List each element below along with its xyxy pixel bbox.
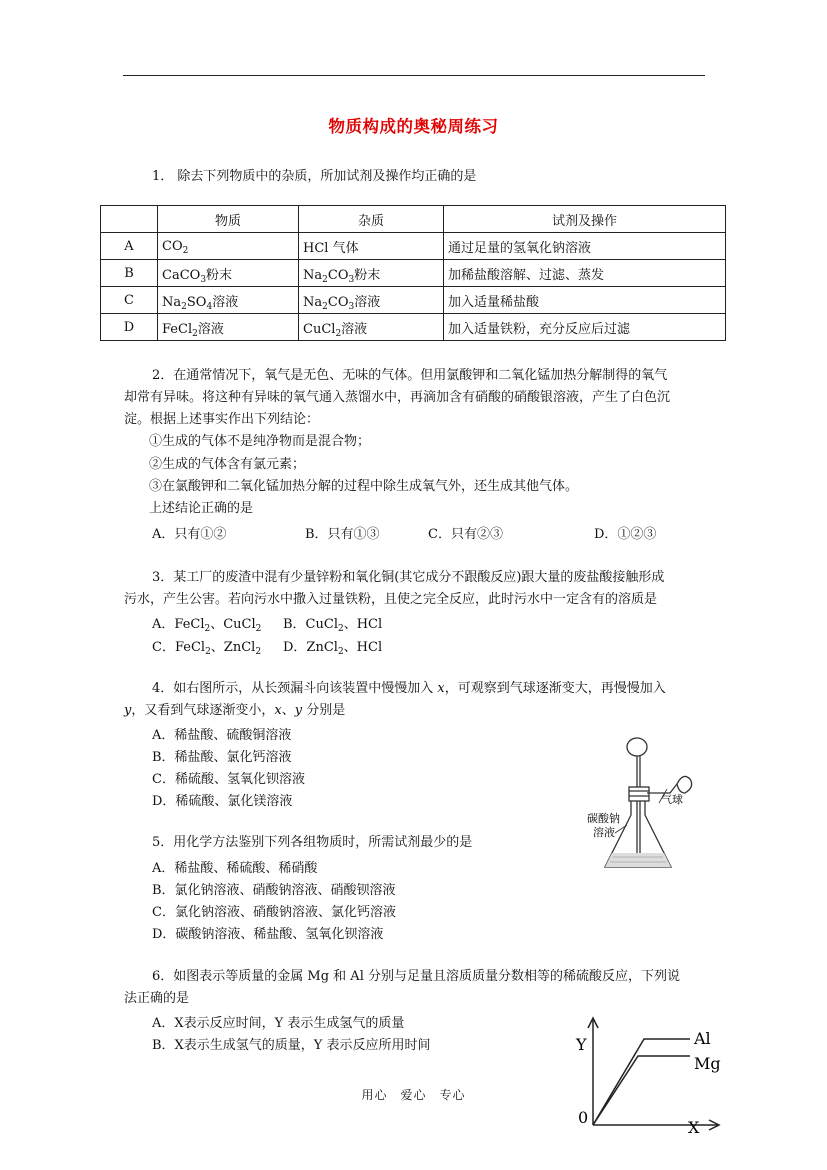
reagent-cell: 加入适量稀盐酸 <box>444 287 726 314</box>
substance-cell: $Na_2SO_4$溶液 <box>158 287 299 314</box>
q6-line: 法正确的是 <box>124 991 190 1006</box>
balloon <box>677 776 692 793</box>
impurity-cell: HCl 气体 <box>299 233 444 260</box>
reagent-cell: 加稀盐酸溶解、过滤、蒸发 <box>444 260 726 287</box>
q5-option-d: D．碳酸钠溶液、稀盐酸、氢氧化钡溶液 <box>152 927 384 942</box>
row-label: A <box>101 233 158 260</box>
q4-line: 4．如右图所示，从长颈漏斗向该装置中慢慢加入 x，可观察到气球逐渐变大，再慢慢加入 <box>152 681 666 696</box>
q4-option-d: D．稀硫酸、氯化镁溶液 <box>152 794 293 809</box>
q5-line: 5．用化学方法鉴别下列各组物质时，所需试剂最少的是 <box>152 835 473 850</box>
q2-option-a: A．只有①② <box>152 527 227 542</box>
table-row <box>101 233 726 260</box>
series-label-al: Al <box>694 1029 711 1048</box>
q2-line: 上述结论正确的是 <box>149 501 254 516</box>
table-row <box>101 314 726 341</box>
table-header-row <box>101 206 726 233</box>
substance-cell: $CO_2$ <box>158 233 299 260</box>
header-cell: 杂质 <box>299 206 444 233</box>
page-footer: 用心 爱心 专心 <box>361 1088 466 1102</box>
impurity-cell: CuCl$_2$溶液 <box>299 314 444 341</box>
solution-label: 碳酸钠 <box>587 812 620 825</box>
page-title: 物质构成的奥秘周练习 <box>328 117 499 136</box>
solution-label: 溶液 <box>593 826 615 839</box>
q2-line: 2．在通常情况下，氧气是无色、无味的气体。但用氯酸钾和二氧化锰加热分解制得的氧气 <box>152 368 668 383</box>
reagent-cell: 通过足量的氢氧化钠溶液 <box>444 233 726 260</box>
q3-option-b: B．CuCl$_2$、HCl <box>283 617 383 634</box>
q2-option-b: B．只有①③ <box>305 527 380 542</box>
row-label: D <box>101 314 158 341</box>
q4-option-b: B．稀盐酸、氯化钙溶液 <box>152 750 292 765</box>
q2-conclusion: ②生成的气体含有氯元素； <box>149 457 306 472</box>
series-label-mg: Mg <box>694 1054 721 1073</box>
impurity-cell: $Na_2CO_3$溶液 <box>299 287 444 314</box>
q4-option-c: C．稀硫酸、氢氧化钡溶液 <box>152 772 305 787</box>
header-cell: 物质 <box>158 206 299 233</box>
q5-option-c: C．氯化钠溶液、硝酸钠溶液、氯化钙溶液 <box>152 905 396 920</box>
funnel-bulb <box>627 738 647 756</box>
metal-reaction-graph <box>568 1012 728 1137</box>
header-cell: 试剂及操作 <box>444 206 726 233</box>
x-axis-label: X <box>688 1118 700 1137</box>
q4-line: y，又看到气球逐渐变小，x、y 分别是 <box>124 703 346 718</box>
flask-apparatus-figure <box>585 735 715 875</box>
q6-line: 6．如图表示等质量的金属 Mg 和 Al 分别与足量且溶质质量分数相等的稀硫酸反应，下列说 <box>152 969 680 984</box>
balloon-label: 气球 <box>661 793 683 806</box>
header-cell <box>101 206 158 233</box>
substance-cell: FeCl$_2$溶液 <box>158 314 299 341</box>
q5-option-a: A．稀盐酸、稀硫酸、稀硝酸 <box>152 861 318 876</box>
origin-label: 0 <box>578 1108 589 1127</box>
table-row <box>101 287 726 314</box>
q6-option-a: A．X表示反应时间，Y 表示生成氢气的质量 <box>152 1016 405 1031</box>
q3-option-d: D．ZnCl$_2$、HCl <box>283 640 383 657</box>
header-rule <box>123 75 705 76</box>
q2-option-d: D．①②③ <box>594 527 657 542</box>
q2-conclusion: ①生成的气体不是纯净物而是混合物； <box>149 434 371 449</box>
substance-cell: CaCO$_3$粉末 <box>158 260 299 287</box>
q4-option-a: A．稀盐酸、硫酸铜溶液 <box>152 728 292 743</box>
reagent-cell: 加入适量铁粉，充分反应后过滤 <box>444 314 726 341</box>
table-row <box>101 260 726 287</box>
q1-stem: 1． 除去下列物质中的杂质，所加试剂及操作均正确的是 <box>152 169 477 184</box>
q5-option-b: B．氯化钠溶液、硝酸钠溶液、硝酸钡溶液 <box>152 883 396 898</box>
q3-option-c: C．FeCl$_2$、ZnCl$_2$ <box>152 640 262 657</box>
q6-option-b: B．X表示生成氢气的质量，Y 表示反应所用时间 <box>152 1038 431 1053</box>
q3-line: 3．某工厂的废渣中混有少量锌粉和氧化铜(其它成分不跟酸反应)跟大量的废盐酸接触形成 <box>152 570 665 585</box>
impurity-cell: $Na_2CO_3$粉末 <box>299 260 444 287</box>
q2-option-c: C．只有②③ <box>428 527 503 542</box>
row-label: C <box>101 287 158 314</box>
q2-conclusion: ③在氯酸钾和二氧化锰加热分解的过程中除生成氧气外，还生成其他气体。 <box>149 479 579 494</box>
q3-option-a: A．FeCl$_2$、CuCl$_2$ <box>152 617 262 634</box>
q1-table <box>100 205 726 341</box>
q2-line: 却常有异味。将这种有异味的氧气通入蒸馏水中，再滴加含有硝酸的硝酸银溶液，产生了白色沉 <box>124 390 671 405</box>
side-tube <box>647 784 677 793</box>
row-label: B <box>101 260 158 287</box>
y-axis-label: Y <box>576 1035 587 1054</box>
q3-line: 污水，产生公害。若向污水中撒入过量铁粉，且使之完全反应，此时污水中一定含有的溶质是 <box>124 592 658 607</box>
series-line-al <box>593 1039 690 1125</box>
stopper <box>629 787 649 801</box>
q2-line: 淀。根据上述事实作出下列结论： <box>124 412 320 427</box>
